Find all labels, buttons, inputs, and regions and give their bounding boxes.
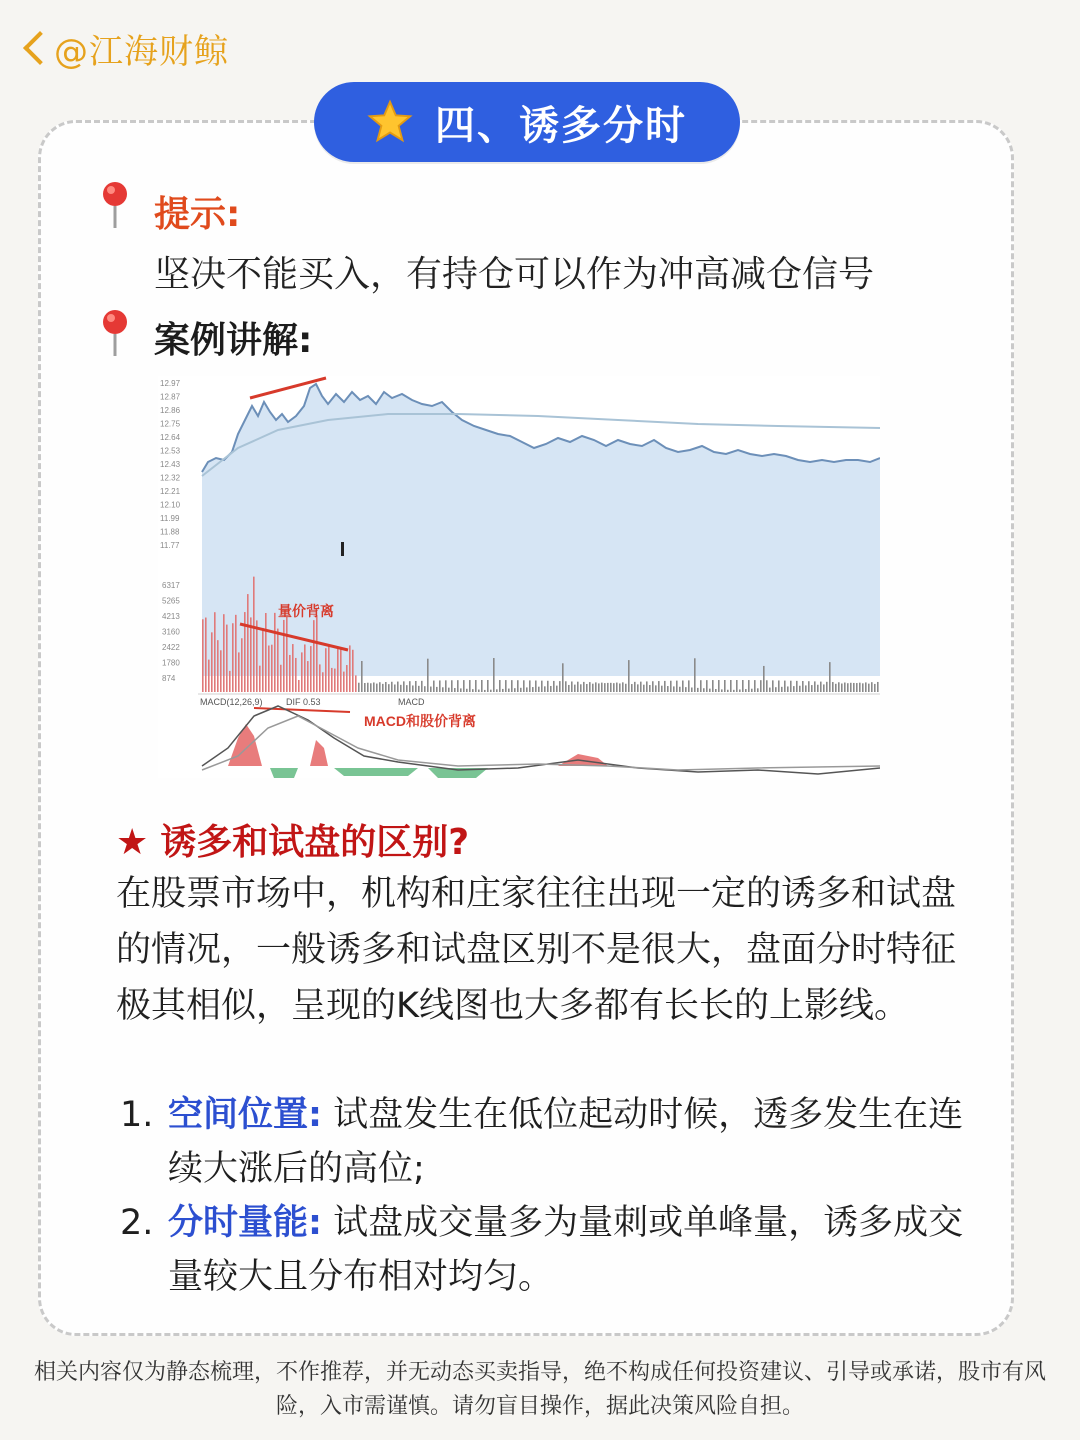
volume-bar xyxy=(631,684,633,692)
volume-bar xyxy=(256,620,258,692)
volume-bar xyxy=(205,618,207,692)
volume-bar xyxy=(769,688,771,692)
volume-bar xyxy=(718,680,720,692)
volume-bar xyxy=(712,680,714,692)
volume-bar xyxy=(526,687,528,692)
volume-bar xyxy=(775,687,777,692)
volume-bar xyxy=(448,688,450,692)
volume-axis-ticks xyxy=(162,581,180,683)
volume-bar xyxy=(241,638,243,692)
volume-bar xyxy=(721,689,723,692)
volume-bar xyxy=(442,687,444,692)
volume-bar xyxy=(274,613,276,692)
price-axis-tick-label: 12.64 xyxy=(160,433,181,442)
volume-bar xyxy=(658,681,660,692)
volume-bar xyxy=(586,684,588,692)
volume-bar xyxy=(649,685,651,692)
volume-bar xyxy=(304,644,306,692)
volume-bar xyxy=(229,671,231,692)
volume-bar xyxy=(829,662,831,692)
volume-bar xyxy=(361,661,363,692)
volume-bar xyxy=(409,681,411,692)
volume-bar xyxy=(559,681,561,692)
volume-bar xyxy=(784,681,786,692)
volume-bar xyxy=(301,652,303,692)
volume-bar xyxy=(433,681,435,692)
volume-bar xyxy=(811,685,813,692)
volume-bar xyxy=(490,690,492,692)
volume-bar xyxy=(763,666,765,692)
volume-bar xyxy=(325,648,327,692)
volume-bar xyxy=(832,682,834,692)
volume-bar xyxy=(820,682,822,692)
volume-bar xyxy=(214,612,216,692)
volume-bar xyxy=(796,681,798,692)
volume-axis-tick-label: 6317 xyxy=(162,581,180,590)
volume-bar xyxy=(733,690,735,692)
price-axis-tick-label: 12.32 xyxy=(160,473,181,483)
volume-bar xyxy=(322,672,324,692)
volume-bar xyxy=(469,680,471,692)
volume-bar xyxy=(862,683,864,692)
volume-axis-tick-label: 5265 xyxy=(162,596,180,606)
volume-bar xyxy=(355,675,357,692)
volume-bar xyxy=(268,645,270,692)
volume-bar xyxy=(553,681,555,692)
volume-bar xyxy=(427,659,429,692)
volume-bar xyxy=(226,625,228,692)
volume-bar xyxy=(562,663,564,692)
volume-bar xyxy=(802,681,804,692)
volume-bar xyxy=(670,681,672,692)
volume-bar xyxy=(685,687,687,692)
account-title[interactable]: @江海财鲸 xyxy=(54,31,229,72)
list-description: 试盘发生在低位起动时候，透多发生在连续大涨后的高位; xyxy=(168,1095,964,1189)
volume-bar xyxy=(691,687,693,692)
volume-axis-tick-label: 1780 xyxy=(162,658,180,668)
volume-bar xyxy=(835,684,837,692)
volume-bar xyxy=(868,684,870,692)
volume-bar xyxy=(751,689,753,692)
volume-bar xyxy=(592,684,594,692)
price-axis-tick-label: 12.87 xyxy=(160,392,181,402)
back-chevron-icon[interactable] xyxy=(14,22,54,74)
volume-bar xyxy=(652,681,654,692)
header-bar xyxy=(14,22,229,74)
volume-bar xyxy=(694,658,696,692)
macd-divergence-label: MACD和股价背离 xyxy=(364,713,476,729)
volume-bar xyxy=(373,682,375,692)
volume-bar xyxy=(403,681,405,692)
volume-bar xyxy=(859,683,861,692)
volume-bar xyxy=(541,681,543,692)
volume-bar xyxy=(370,683,372,692)
volume-bar xyxy=(700,680,702,692)
volume-bar xyxy=(283,620,285,692)
list-number: 2. xyxy=(120,1203,154,1243)
volume-bar xyxy=(604,683,606,692)
volume-bar xyxy=(298,680,300,692)
volume-bar xyxy=(388,684,390,692)
volume-bar xyxy=(727,690,729,692)
volume-bar xyxy=(295,658,297,692)
volume-bar xyxy=(436,687,438,692)
volume-bar xyxy=(208,660,210,692)
volume-bar xyxy=(454,688,456,692)
price-axis-tick-label: 12.86 xyxy=(160,406,181,415)
volume-bar xyxy=(745,689,747,692)
volume-bar xyxy=(565,681,567,692)
volume-axis-tick-label: 2422 xyxy=(162,643,180,652)
volume-bar xyxy=(856,683,858,692)
price-axis-tick-label: 12.75 xyxy=(160,419,181,429)
list-keyword: 空间位置: xyxy=(168,1095,322,1135)
volume-bar xyxy=(724,680,726,692)
difference-heading xyxy=(116,814,469,865)
volume-bar xyxy=(535,681,537,692)
volume-bar xyxy=(379,682,381,692)
volume-bar xyxy=(622,682,624,692)
volume-bar xyxy=(865,682,867,692)
volume-bar xyxy=(460,688,462,692)
volume-bar xyxy=(772,680,774,692)
macd-label-mid: DIF 0.53 xyxy=(286,697,321,707)
volume-bar xyxy=(523,680,525,692)
volume-bar xyxy=(253,577,255,692)
volume-bar xyxy=(547,681,549,692)
volume-bar xyxy=(697,688,699,692)
volume-bar xyxy=(817,685,819,692)
volume-bar xyxy=(412,685,414,692)
volume-bar xyxy=(385,682,387,692)
volume-bar xyxy=(742,680,744,692)
volume-bar xyxy=(823,684,825,692)
volume-bar xyxy=(760,680,762,692)
volume-bar xyxy=(430,687,432,692)
volume-bar xyxy=(793,686,795,692)
volume-bar xyxy=(418,686,420,692)
volume-bar xyxy=(571,681,573,692)
volume-bar xyxy=(544,686,546,692)
volume-bar xyxy=(349,645,351,692)
volume-bar xyxy=(676,681,678,692)
price-axis-tick-label: 12.10 xyxy=(160,500,181,510)
volume-bar xyxy=(709,689,711,692)
volume-bar xyxy=(499,680,501,692)
volume-bar xyxy=(382,684,384,692)
volume-bar xyxy=(376,684,378,692)
hint-text: 坚决不能买入，有持仓可以作为冲高减仓信号 xyxy=(154,254,875,295)
volume-bar xyxy=(487,680,489,692)
volume-bar xyxy=(805,685,807,692)
volume-bar xyxy=(334,669,336,692)
volume-bar xyxy=(481,680,483,692)
volume-bar xyxy=(415,681,417,692)
volume-bar xyxy=(463,680,465,692)
volume-bar xyxy=(484,690,486,692)
price-axis-tick-label: 11.99 xyxy=(160,514,180,523)
disclaimer-text: 相关内容仅为静态梳理，不作推荐，并无动态买卖指导，绝不构成任何投资建议、引导或承诺，股市有风险，入市需谨慎。请勿盲目操作，据此决策风险自担。 xyxy=(33,1360,1046,1419)
price-axis-tick-label: 12.43 xyxy=(160,460,181,469)
volume-bar xyxy=(661,686,663,692)
volume-bar xyxy=(220,650,222,692)
volume-bar xyxy=(871,682,873,692)
volume-bar xyxy=(598,683,600,692)
volume-bar xyxy=(808,681,810,692)
volume-bar xyxy=(328,646,330,692)
volume-bar xyxy=(232,623,234,692)
volume-bar xyxy=(397,682,399,692)
volume-bar xyxy=(358,683,360,692)
list-item-text xyxy=(168,1196,978,1304)
volume-bar xyxy=(766,680,768,692)
volume-bar xyxy=(673,686,675,692)
volume-bar xyxy=(478,690,480,692)
volume-bar xyxy=(340,648,342,692)
volume-bar xyxy=(619,683,621,692)
volume-bar xyxy=(472,689,474,692)
volume-bar xyxy=(754,680,756,692)
case-label: 案例讲解: xyxy=(154,320,313,361)
volume-bar xyxy=(394,684,396,692)
volume-bar xyxy=(643,685,645,692)
volume-bar xyxy=(790,681,792,692)
section-title: 四、诱多分时 xyxy=(435,102,687,149)
list-keyword: 分时量能: xyxy=(168,1203,322,1243)
volume-bar xyxy=(511,680,513,692)
volume-bar xyxy=(532,687,534,692)
volume-bar xyxy=(574,685,576,692)
volume-bar xyxy=(457,680,459,692)
volume-bar xyxy=(736,680,738,692)
volume-axis-tick-label: 3160 xyxy=(162,627,180,637)
volume-bar xyxy=(799,686,801,692)
volume-bar xyxy=(682,680,684,692)
volume-bar xyxy=(346,665,348,692)
list-description: 试盘成交量多为量刺或单峰量，诱多成交量较大且分布相对均匀。 xyxy=(168,1203,964,1297)
price-axis-tick-label: 12.21 xyxy=(160,487,181,496)
volume-bar xyxy=(703,688,705,692)
star-bullet-icon: ★ xyxy=(116,822,149,863)
volume-bar xyxy=(715,689,717,692)
volume-bar xyxy=(757,688,759,692)
price-axis-ticks xyxy=(160,379,181,550)
volume-bar xyxy=(280,665,282,692)
volume-bar xyxy=(874,684,876,692)
volume-bar xyxy=(640,682,642,692)
price-axis-tick-label: 12.53 xyxy=(160,446,181,456)
volume-bar xyxy=(844,683,846,692)
volume-bar xyxy=(613,683,615,692)
volume-axis-tick-label: 4213 xyxy=(162,612,180,621)
volume-bar xyxy=(250,617,252,692)
volume-bar xyxy=(262,628,264,692)
volume-bar xyxy=(343,672,345,692)
volume-bar xyxy=(307,661,309,692)
volume-bar xyxy=(568,685,570,692)
volume-bar xyxy=(352,650,354,692)
volume-axis-tick-label: 874 xyxy=(162,674,176,683)
volume-bar xyxy=(217,640,219,692)
volume-bar xyxy=(847,683,849,692)
volume-bar xyxy=(610,683,612,692)
volume-bar xyxy=(814,681,816,692)
volume-bar xyxy=(265,613,267,692)
volume-bar xyxy=(451,680,453,692)
price-axis-tick-label: 11.88 xyxy=(160,527,180,537)
volume-bar xyxy=(292,644,294,692)
volume-bar xyxy=(319,664,321,692)
volume-bar xyxy=(316,615,318,692)
volume-bar xyxy=(838,682,840,692)
volume-bar xyxy=(601,683,603,692)
volume-bar xyxy=(331,668,333,692)
volume-bar xyxy=(493,658,495,692)
volume-bar xyxy=(223,614,225,692)
volume-bar xyxy=(550,686,552,692)
macd-label-right: MACD xyxy=(398,697,425,707)
volume-bar xyxy=(502,689,504,692)
macd-dea-line xyxy=(202,716,880,770)
volume-bar xyxy=(580,684,582,692)
volume-bar xyxy=(520,688,522,692)
volume-bar xyxy=(556,686,558,692)
volume-bar xyxy=(688,680,690,692)
volume-bar xyxy=(607,683,609,692)
volume-bar xyxy=(748,680,750,692)
volume-bar xyxy=(310,646,312,692)
volume-bar xyxy=(505,680,507,692)
volume-bar xyxy=(238,652,240,692)
volume-bar xyxy=(739,689,741,692)
volume-bar xyxy=(538,687,540,692)
volume-bar xyxy=(826,682,828,692)
volume-bar xyxy=(529,680,531,692)
pushpin-icon xyxy=(98,308,132,358)
list-number: 1. xyxy=(120,1095,154,1135)
volume-bar xyxy=(589,682,591,692)
volume-bar xyxy=(628,660,630,692)
volume-bar xyxy=(508,689,510,692)
volume-bar xyxy=(277,629,279,692)
volume-bar xyxy=(787,686,789,692)
list-item-text xyxy=(168,1088,978,1196)
section-header xyxy=(314,82,740,162)
volume-bar xyxy=(778,680,780,692)
volume-bar xyxy=(646,681,648,692)
volume-bar xyxy=(289,655,291,692)
volume-bar xyxy=(235,615,237,692)
volume-bar xyxy=(424,686,426,692)
volume-bar xyxy=(781,687,783,692)
intraday-chart-svg xyxy=(158,376,880,778)
volume-bar xyxy=(625,684,627,692)
volume-bar xyxy=(706,680,708,692)
volume-bar xyxy=(400,685,402,692)
volume-bar xyxy=(364,683,366,692)
volume-bar xyxy=(496,689,498,692)
volume-bar xyxy=(367,683,369,692)
volume-bar xyxy=(841,684,843,692)
volume-bar xyxy=(664,681,666,692)
pushpin-icon xyxy=(98,180,132,230)
volume-bar xyxy=(466,689,468,692)
volume-bar xyxy=(313,620,315,692)
intraday-chart-image xyxy=(158,376,880,778)
difference-title: 诱多和试盘的区别? xyxy=(160,822,470,863)
volume-bar xyxy=(616,683,618,692)
volume-bar xyxy=(514,688,516,692)
macd-red-area xyxy=(228,724,608,766)
volume-bar xyxy=(517,680,519,692)
volume-bar xyxy=(406,685,408,692)
volume-divergence-label: 量价背离 xyxy=(278,603,334,619)
volume-bar xyxy=(439,680,441,692)
volume-bar xyxy=(211,632,213,692)
star-icon xyxy=(367,99,413,145)
volume-bar xyxy=(637,684,639,692)
volume-bar xyxy=(853,683,855,692)
volume-bar xyxy=(577,682,579,692)
volume-bar xyxy=(877,682,879,692)
volume-bar xyxy=(202,619,204,692)
volume-bar xyxy=(421,681,423,692)
volume-bar xyxy=(679,687,681,692)
hint-label: 提示: xyxy=(154,194,241,235)
cursor-marker xyxy=(341,542,344,556)
difference-paragraph: 在股票市场中，机构和庄家往往出现一定的诱多和试盘的情况，一般诱多和试盘区别不是很大，盘面分时特征极其相似，呈现的K线图也大多都有长长的上影线。 xyxy=(116,874,957,1026)
volume-bar xyxy=(667,686,669,692)
volume-bar xyxy=(850,683,852,692)
volume-bar xyxy=(634,682,636,692)
volume-bar xyxy=(259,666,261,692)
volume-bar xyxy=(445,680,447,692)
volume-bar xyxy=(583,682,585,692)
price-axis-tick-label: 11.77 xyxy=(160,541,180,550)
volume-bar xyxy=(286,617,288,692)
macd-label-left: MACD(12,26,9) xyxy=(200,697,263,707)
volume-bar xyxy=(655,685,657,692)
price-axis-tick-label: 12.97 xyxy=(160,379,181,388)
volume-bar xyxy=(391,682,393,692)
volume-bar xyxy=(475,680,477,692)
volume-bar xyxy=(595,682,597,692)
volume-bar xyxy=(247,594,249,692)
price-area xyxy=(202,384,880,676)
volume-bar xyxy=(271,645,273,692)
volume-bar xyxy=(337,647,339,692)
volume-bar xyxy=(730,680,732,692)
